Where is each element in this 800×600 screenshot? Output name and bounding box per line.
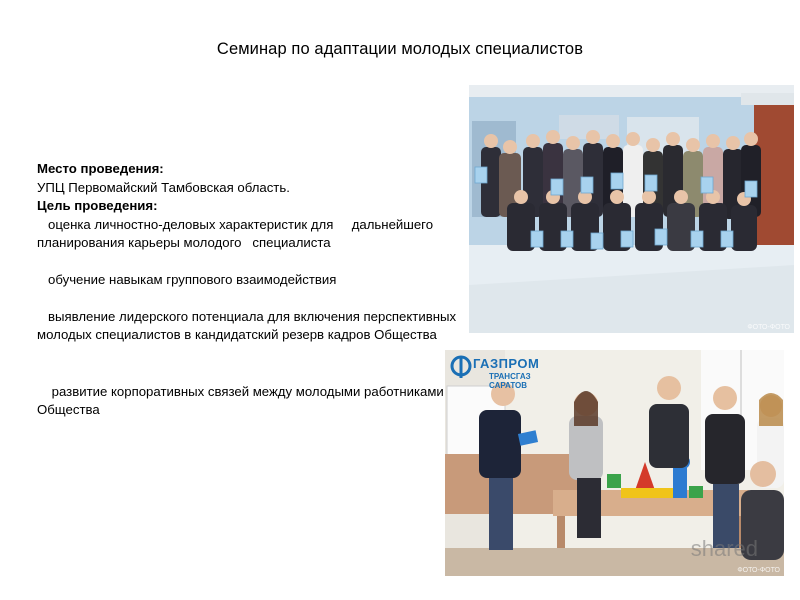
presentation-photo [445, 350, 784, 576]
goal-item-3: выявление лидерского потенциала для включения перспективных молодых специалистов в кандидатский резерв кадров Общества [37, 308, 460, 343]
goal-item-2: обучение навыкам группового взаимодействия [37, 271, 337, 287]
group-photo-illustration [469, 85, 794, 333]
gazprom-logo: ГАЗПРОМ [473, 356, 540, 371]
group-photo [469, 85, 794, 333]
goal-item-4: развитие корпоративных связей между молодыми работниками Общества [37, 383, 444, 418]
photo1-watermark: ФОТО-ФОТО [747, 324, 790, 331]
slide-body [37, 160, 467, 420]
logo-sub-2: САРАТОВ [489, 381, 528, 390]
slide-title: Семинар по адаптации молодых специалистов [216, 40, 584, 58]
goal-label: Цель проведения: [37, 198, 158, 214]
goal-item-1: оценка личностно-деловых характеристик для дальнейшего планирования карьеры молодого специалиста [37, 216, 437, 251]
gazprom-logo-sub [489, 372, 531, 390]
venue-text: УПЦ Первомайский Тамбовская область. [37, 179, 290, 195]
logo-sub-1: ТРАНСГАЗ [489, 372, 531, 381]
shared-watermark: shared [690, 536, 758, 561]
venue-label: Место проведения: [37, 161, 164, 176]
photo2-watermark: ФОТО-ФОТО [737, 567, 780, 574]
